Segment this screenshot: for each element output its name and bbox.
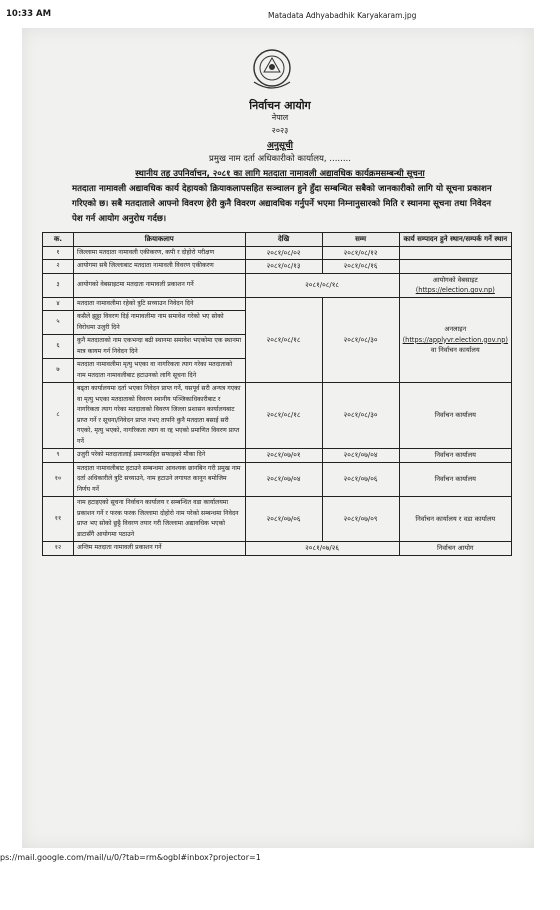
row-sn: ६ (43, 335, 74, 359)
header-to: सम्म (322, 233, 399, 247)
row-activity: कसैले झुट्टा विवरण दिई नामावलीमा नाम समावेश गरेको भए सोको विरोधमा उजुरी दिने (74, 311, 246, 335)
row-sn: ५ (43, 311, 74, 335)
group-responsible (399, 297, 511, 383)
header-responsible: कार्य सम्पादन हुने स्थान/सम्पर्क गर्ने स्थान (399, 233, 511, 247)
row-to: २०८१/०७/०६ (322, 462, 399, 497)
group-from: २०८१/०८/१८ (245, 297, 322, 383)
table-header-row (43, 233, 512, 247)
row-activity: मतदाता नामावलीमा रहेको त्रुटि सच्याउन निवेदन दिने (74, 297, 246, 311)
resp-online-label: अनलाइन (444, 325, 467, 333)
file-name: Matadata Adhyabadhik Karyakaram.jpg (268, 11, 417, 20)
row-responsible: निर्वाचन कार्यालय (399, 383, 511, 449)
office-name: प्रमुख नाम दर्ता अधिकारीको कार्यालय, ........ (209, 154, 351, 164)
header-sn: क. (43, 233, 74, 247)
row-sn: १२ (43, 542, 74, 556)
row-date: २०८१/०८/१८ (245, 273, 399, 297)
row-from: २०८१/०७/०६ (245, 497, 322, 542)
row-responsible (399, 260, 511, 274)
table-row (43, 542, 512, 556)
table-row (43, 246, 512, 260)
intro-paragraph: मतदाता नामावली अद्यावधिक कार्य देहायको क्रियाकलापसहित सञ्चालन हुने हुँदा सम्बन्धित सबैको जानकारीको लागि यो सूचना प्रकाशन गरिएको छ। सबै मतदाताले आफ्नो विवरण हेरी कुनै विवरण अद्यावधिक गर्नुपर्ने भएमा निम्नानुसारको मिति र स्थानमा सूचना तथा निवेदन पेश गर्न आयोग अनुरोध गर्दछ। (72, 184, 492, 224)
table-row (43, 449, 512, 463)
row-responsible (399, 273, 511, 297)
browser-url: ps://mail.google.com/mail/u/0/?tab=rm&ogbl#inbox?projector=1 (0, 853, 261, 862)
row-from: २०८१/०८/०२ (245, 246, 322, 260)
row-activity: बढ्ता कार्यालयमा दर्ता भएका निवेदन प्राप्त गर्ने, यसपूर्व सरी अन्यत्र गएका वा मृत्यु भएका मतदाताको विवरण स्थानीय पञ्जिकाधिकारीबाट र नागरिकता त्याग गरेका मतदाताको विवरण जिल्ला प्रशासन कार्यालयबाट प्राप्त गर्ने र सूचना/निवेदन प्राप्त नभए तापनि कुनै मतदाता बसाई सरी गएको, मृत्यु भएको, नागरिकता त्याग वा रद्द भएको प्रमाणित विवरण प्राप्त गर्ने (74, 383, 246, 449)
table-row (43, 383, 512, 449)
row-activity: मतदाता नामावलीमा मृत्यु भएका वा नागरिकता त्याग गरेका मतदाताको नाम मतदाता नामावलीबाट हटाउनको लागि सूचना दिने (74, 359, 246, 383)
row-activity: अन्तिम मतदाता नामावली प्रकाशन गर्ने (74, 542, 246, 556)
row-sn: १० (43, 462, 74, 497)
row-responsible: निर्वाचन कार्यालय (399, 449, 511, 463)
row-activity: जिल्लामा मतदाता नामावली एकीकरण, कपी र दोहोरो परीक्षण (74, 246, 246, 260)
row-sn: ७ (43, 359, 74, 383)
row-to: २०८१/०८/३० (322, 383, 399, 449)
row-sn: ८ (43, 383, 74, 449)
row-to: २०८१/०८/१२ (322, 246, 399, 260)
row-to: २०८१/०७/०४ (322, 449, 399, 463)
row-from: २०८१/०७/०४ (245, 462, 322, 497)
row-sn: ४ (43, 297, 74, 311)
status-time: 10:33 AM (6, 9, 52, 19)
row-sn: ११ (43, 497, 74, 542)
row-to: २०८१/०७/०९ (322, 497, 399, 542)
resp-office-label: वा निर्वाचन कार्यालय (430, 346, 480, 354)
row-activity: नाम हटाइएको सूचना निर्वाचन कार्यालय र सम्बन्धित वडा कार्यालयमा प्रकाशन गर्ने र फरक फरक जिल्लामा दोहोरो नाम परेको सम्बन्धमा निवेदन प्राप्त भए सोको छुट्टै विवरण तयार गरी जिल्लामा अद्यावधिक भएको डाटासँगै आयोगमा पठाउने (74, 497, 246, 542)
table-row (43, 497, 512, 542)
row-sn: ३ (43, 273, 74, 297)
row-responsible: निर्वाचन आयोग (399, 542, 511, 556)
table-row (43, 462, 512, 497)
row-date: २०८१/०७/२६ (245, 542, 399, 556)
row-responsible: निर्वाचन कार्यालय (399, 462, 511, 497)
row-sn: १ (43, 246, 74, 260)
row-from: २०८१/०८/१८ (245, 383, 322, 449)
year-label: २०२३ (271, 126, 289, 135)
header-from: देखि (245, 233, 322, 247)
country-name: नेपाल (271, 113, 289, 122)
election-commission-emblem-icon (246, 46, 298, 96)
org-name: निर्वाचन आयोग (249, 99, 311, 112)
annex-title: अनुसूची (266, 141, 293, 151)
group-to: २०८१/०८/३० (322, 297, 399, 383)
status-bar (0, 0, 560, 22)
row-sn: २ (43, 260, 74, 274)
row-sn: ९ (43, 449, 74, 463)
header-activity: क्रियाकलाप (74, 233, 246, 247)
applyvr-link[interactable]: (https://applyvr.election.gov.np) (402, 335, 508, 344)
row-activity: कुनै मतदाताको नाम एकभन्दा बढी स्थानमा समावेश भएकोमा एक स्थानमा मात्र कायम गर्न निवेदन दिने (74, 335, 246, 359)
schedule-table (42, 232, 512, 556)
row-from: २०८१/०७/०१ (245, 449, 322, 463)
row-activity: आयोगमा सबै जिल्लाबाट मतदाता नामावली विवरण एकीकरण (74, 260, 246, 274)
row-to: २०८१/०८/१६ (322, 260, 399, 274)
notice-title: स्थानीय तह उपनिर्वाचन, २०८१ का लागि मतदाता नामावली अद्यावधिक कार्यक्रमसम्बन्धी सूचना (135, 169, 425, 179)
row-responsible: निर्वाचन कार्यालय र वडा कार्यालय (399, 497, 511, 542)
row-activity: मतदाता नामावलीबाट हटाउने सम्बन्धमा आवश्यक छानबिन गरी प्रमुख नाम दर्ता अधिकारीले त्रुटि सच्याउने, नाम हटाउने लगायत कानून बमोजिम निर्णय गर्ने (74, 462, 246, 497)
row-activity: उजुरी परेको मतदातालाई प्रमाणसहित सफाइको मौका दिने (74, 449, 246, 463)
table-row (43, 273, 512, 297)
row-responsible (399, 246, 511, 260)
resp-website-label: आयोगको वेबसाइट (432, 275, 478, 284)
table-row (43, 297, 512, 311)
table-row (43, 260, 512, 274)
row-activity: आयोगको वेबसाइटमा मतदाता नामावली प्रकाशन गर्ने (74, 273, 246, 297)
election-website-link[interactable]: (https://election.gov.np) (415, 286, 495, 294)
row-from: २०८१/०८/१३ (245, 260, 322, 274)
